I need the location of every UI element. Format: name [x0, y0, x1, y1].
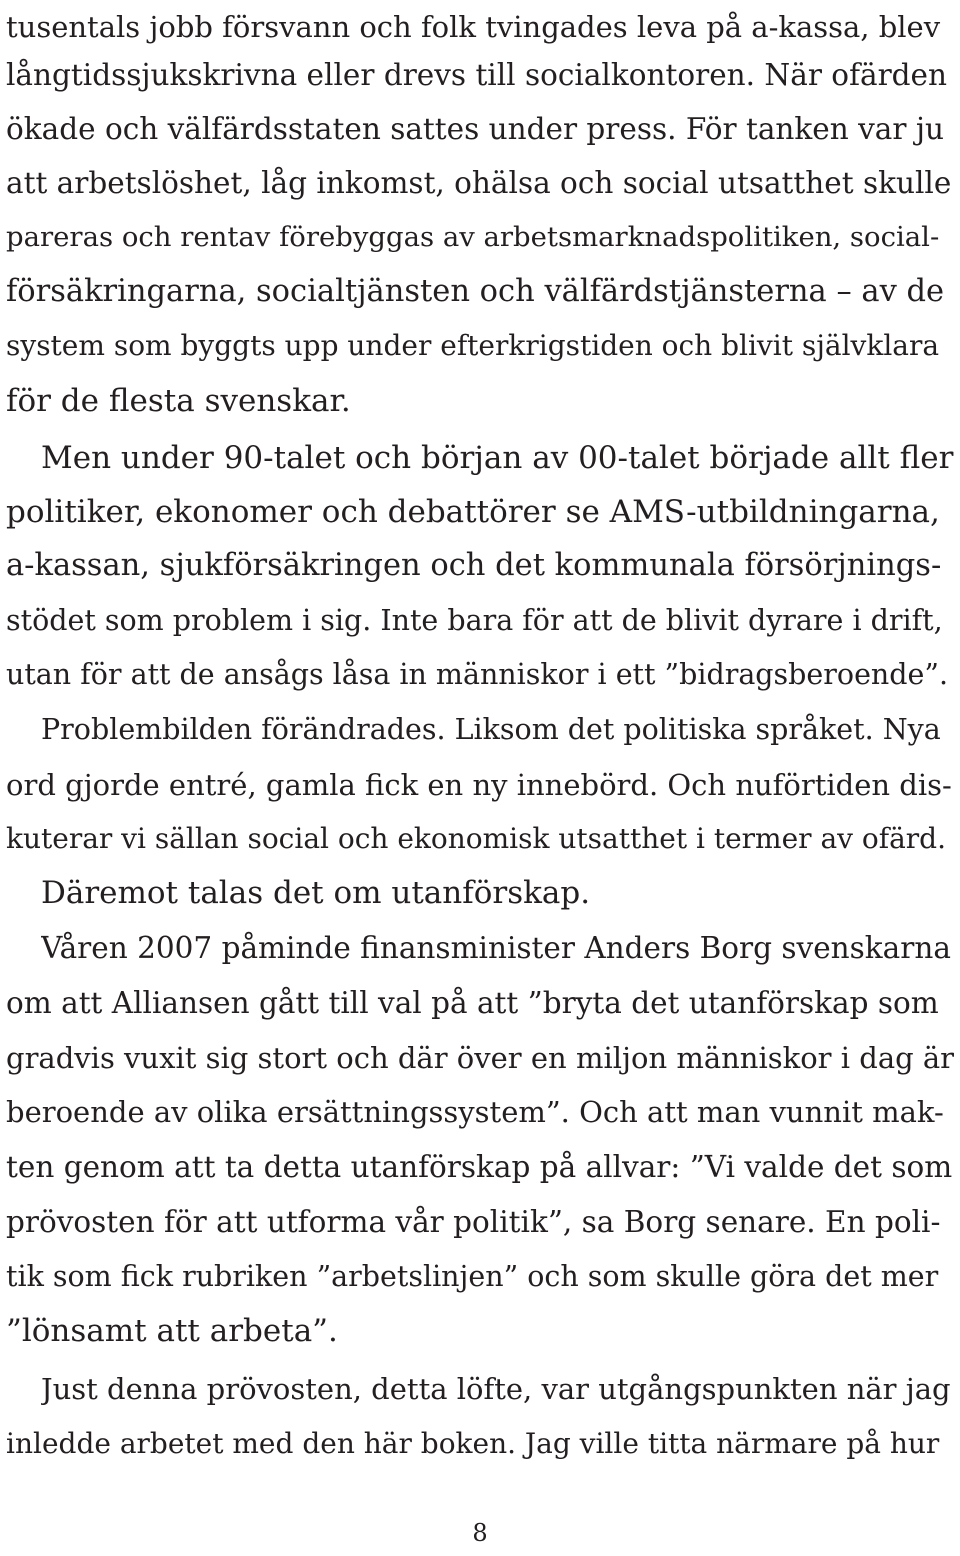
text-line: ökade och välfärdsstaten sattes under press. För tanken var ju	[6, 112, 945, 146]
text-line: tik som fick rubriken ”arbetslinjen” och som skulle göra det mer	[6, 1260, 939, 1293]
text-line: pareras och rentav förebyggas av arbetsmarknadspolitiken, social-	[6, 221, 940, 253]
paragraph-first-line: Just denna prövosten, detta löfte, var utgångspunkten när jag	[41, 1372, 951, 1406]
text-line: a-kassan, sjukförsäkringen och det kommunala försörjnings-	[6, 548, 942, 583]
paragraph-first-line: Våren 2007 påminde finansminister Anders Borg svenskarna	[41, 931, 951, 965]
text-line: om att Alliansen gått till val på att ”bryta det utanförskap som	[6, 986, 939, 1020]
text-line: Däremot talas det om utanförskap.	[41, 875, 591, 911]
text-line: ten genom att ta detta utanförskap på allvar: ”Vi valde det som	[6, 1150, 953, 1184]
text-line: beroende av olika ersättningssystem”. Och att man vunnit mak-	[6, 1095, 944, 1129]
text-line: ”lönsamt att arbeta”.	[6, 1313, 338, 1349]
text-line: inledde arbetet med den här boken. Jag ville titta närmare på hur	[6, 1427, 940, 1460]
paragraph-first-line: Problembilden förändrades. Liksom det politiska språket. Nya	[41, 713, 941, 746]
text-line: system som byggts upp under efterkrigstiden och blivit självklara	[6, 329, 940, 362]
text-line: prövosten för att utforma vår politik”, sa Borg senare. En poli-	[6, 1205, 941, 1239]
text-line: stödet som problem i sig. Inte bara för att de blivit dyrare i drift,	[6, 604, 943, 637]
page-number: 8	[472, 1519, 488, 1547]
text-line: tusentals jobb försvann och folk tvingades leva på a-kassa, blev	[6, 10, 941, 44]
text-line: ord gjorde entré, gamla fick en ny innebörd. Och nuförtiden dis-	[6, 768, 952, 802]
text-line: utan för att de ansågs låsa in människor i ett ”bidragsberoende”.	[6, 658, 949, 691]
paragraph-first-line: Men under 90-talet och början av 00-talet började allt fler	[41, 440, 954, 476]
text-line: kuterar vi sällan social och ekonomisk utsatthet i termer av ofärd.	[6, 822, 946, 855]
text-line: långtidssjukskrivna eller drevs till socialkontoren. När ofärden	[6, 58, 948, 92]
text-line: gradvis vuxit sig stort och där över en miljon människor i dag är	[6, 1041, 954, 1075]
text-line: att arbetslöshet, låg inkomst, ohälsa och social utsatthet skulle	[6, 166, 952, 200]
text-line: försäkringarna, socialtjänsten och välfärdstjänsterna – av de	[6, 274, 945, 309]
text-line: för de flesta svenskar.	[6, 383, 351, 419]
text-line: politiker, ekonomer och debattörer se AMS-utbildningarna,	[6, 494, 940, 530]
